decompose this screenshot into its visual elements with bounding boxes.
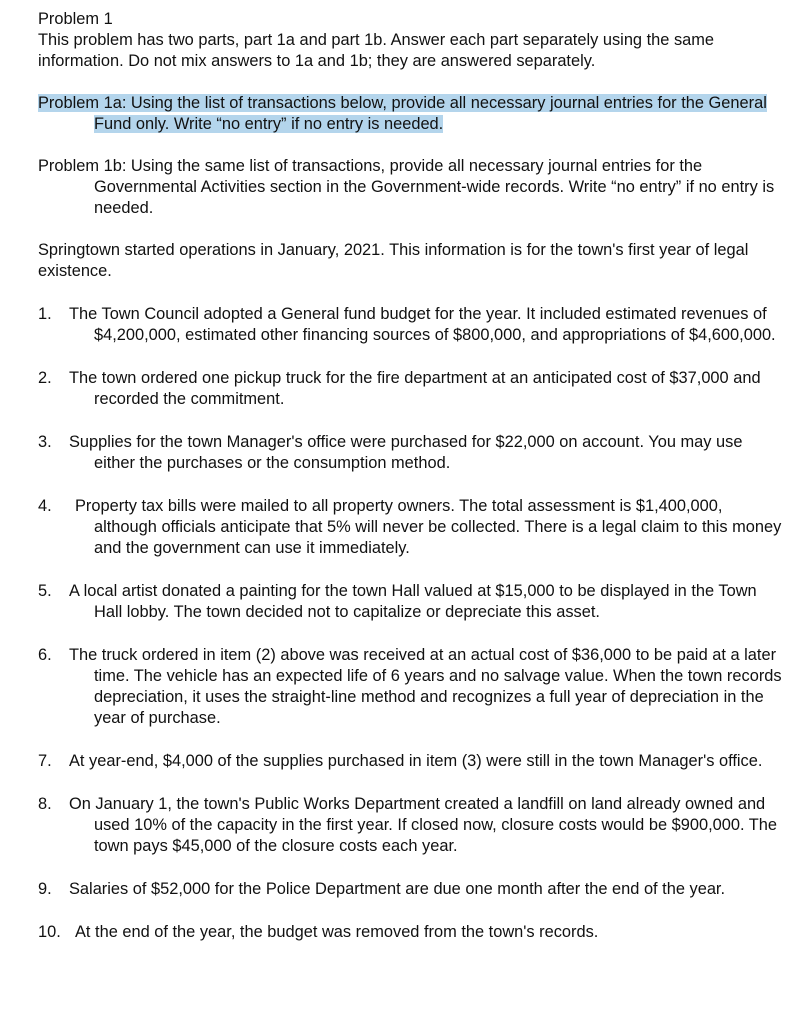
highlighted-selection: Problem 1a: Using the list of transactions below, provide all necessary journal entries for the General Fund only. Write “no entry” if no entry is needed. — [38, 94, 767, 133]
item-number: 6. — [38, 646, 52, 664]
item-number: 2. — [38, 369, 52, 387]
list-item — [38, 879, 783, 900]
list-item — [38, 794, 783, 857]
transaction-list — [38, 304, 783, 943]
item-number: 10. — [38, 923, 61, 941]
list-item — [38, 304, 783, 346]
document — [38, 9, 783, 943]
item-text: At year-end, $4,000 of the supplies purchased in item (3) were still in the town Manager's office. — [69, 752, 763, 770]
list-item — [38, 645, 783, 729]
item-number: 5. — [38, 582, 52, 600]
problem-intro: This problem has two parts, part 1a and part 1b. Answer each part separately using the same information. Do not mix answers to 1a and 1b; they are answered separately. — [38, 31, 715, 70]
item-number: 7. — [38, 752, 52, 770]
item-number: 1. — [38, 305, 52, 323]
item-number: 8. — [38, 795, 52, 813]
problem-1b-instructions: Problem 1b: Using the same list of transactions, provide all necessary journal entries for the Governmental Activities section in the Government-wide records. Write “no entry” if no entry is needed. — [38, 157, 775, 217]
context-paragraph: Springtown started operations in January, 2021. This information is for the town's first year of legal existence. — [38, 241, 749, 280]
item-text: The truck ordered in item (2) above was received at an actual cost of $36,000 to be paid at a later time. The vehicle has an expected life of 6 years and no salvage value. When the town records depreciation, it uses the straight-line method and recognizes a full year of depreciation in the year of purchase. — [69, 646, 782, 727]
item-text: On January 1, the town's Public Works Department created a landfill on land already owned and used 10% of the capacity in the first year. If closed now, closure costs would be $900,000. The town pays $45,000 of the closure costs each year. — [69, 795, 778, 855]
item-number: 9. — [38, 880, 52, 898]
problem-heading: Problem 1 — [38, 10, 113, 28]
list-item — [38, 432, 783, 474]
problem-1a-instructions — [38, 93, 783, 135]
list-item — [38, 751, 783, 772]
list-item — [38, 922, 783, 943]
item-text: At the end of the year, the budget was removed from the town's records. — [75, 923, 599, 941]
item-number: 4. — [38, 497, 52, 515]
item-text: Supplies for the town Manager's office were purchased for $22,000 on account. You may use either the purchases or the consumption method. — [69, 433, 743, 472]
item-text: The town ordered one pickup truck for the fire department at an anticipated cost of $37,000 and recorded the commitment. — [69, 369, 761, 408]
list-item — [38, 581, 783, 623]
item-text: Salaries of $52,000 for the Police Department are due one month after the end of the year. — [69, 880, 726, 898]
item-number: 3. — [38, 433, 52, 451]
list-item — [38, 496, 783, 559]
item-text: A local artist donated a painting for the town Hall valued at $15,000 to be displayed in the Town Hall lobby. The town decided not to capitalize or depreciate this asset. — [69, 582, 757, 621]
list-item — [38, 368, 783, 410]
item-text: The Town Council adopted a General fund budget for the year. It included estimated revenues of $4,200,000, estimated other financing sources of $800,000, and appropriations of $4,600,000. — [69, 305, 776, 344]
item-text: Property tax bills were mailed to all property owners. The total assessment is $1,400,000, although officials anticipate that 5% will never be collected. There is a legal claim to this money and the government can use it immediately. — [75, 497, 782, 557]
